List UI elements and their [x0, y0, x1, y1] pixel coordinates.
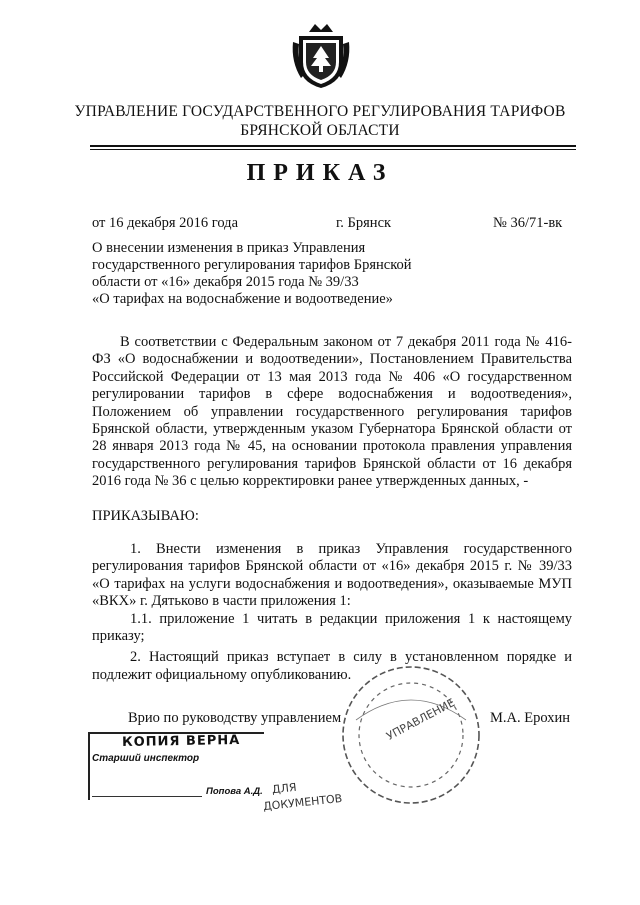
preamble-paragraph: В соответствии с Федеральным законом от 7 декабря 2011 года № 416-ФЗ «О водоснабжении и водоотведении», Постановлением Правительства Российской Федерации от 13 мая 2013 года № 406 «О государственном регулировании тарифов в сфере водоснабжения и водоотведения», Положением об управлении государственного регулирования тарифов Брянской области, утвержденным указом Губернатора Брянской области от 28 января 2013 года № 45, на основании протокола правления управления государственного регулирования тарифов Брянской области от 16 декабря 2016 года № 36 с целью корректировки ранее утвержденных данных, - [92, 334, 572, 490]
order-item-1-1: 1.1. приложение 1 читать в редакции приложения 1 к настоящему приказу; [92, 610, 572, 645]
order-items [92, 541, 572, 684]
subject-line: «О тарифах на водоснабжение и водоотведение» [92, 291, 393, 307]
header-divider-thin [90, 149, 576, 150]
document-subject [92, 240, 432, 308]
seal-text-line1: ДЛЯ [271, 780, 298, 797]
order-item-2: 2. Настоящий приказ вступает в силу в установленном порядке и подлежит официальному опубликованию. [92, 649, 572, 683]
signature-line [92, 796, 202, 797]
official-seal-icon [336, 660, 486, 810]
organization-name-line2: БРЯНСКОЙ ОБЛАСТИ [240, 122, 400, 139]
signatory-name: М.А. Ерохин [490, 710, 571, 726]
seal-top-text: УПРАВЛЕНИЕ [384, 696, 458, 743]
order-word: ПРИКАЗЫВАЮ: [92, 508, 199, 524]
subject-line: государственного регулирования тарифов Брянской [92, 257, 412, 273]
signatory-title: Врио по руководству управлением [128, 710, 342, 726]
order-item-1: 1. Внести изменения в приказ Управления государственного регулирования тарифов Брянской области от «16» декабря 2015 г. № 39/33 «О тарифах на услуги водоснабжения и водоотведения», оказываемые МУП «ВКХ» г. Дятьково в части приложения 1: [92, 541, 572, 610]
document-title: ПРИКАЗ [246, 160, 394, 186]
copy-certifier-role: Старший инспектор [92, 753, 200, 764]
organization-name-line1: УПРАВЛЕНИЕ ГОСУДАРСТВЕННОГО РЕГУЛИРОВАНИЯ ТАРИФОВ [74, 103, 566, 120]
document-date: от 16 декабря 2016 года [92, 215, 238, 231]
copy-certified-label: КОПИЯ ВЕРНА [121, 732, 241, 751]
copy-certified-stamp [88, 732, 264, 800]
coat-of-arms-icon [291, 22, 351, 90]
copy-certifier-name: Попова А.Д. [206, 786, 263, 797]
document-city: г. Брянск [336, 215, 392, 231]
seal-text-line2: ДОКУМЕНТОВ [262, 791, 343, 814]
document-number: № 36/71-вк [493, 215, 563, 231]
header-divider-thick [90, 145, 576, 147]
subject-line: О внесении изменения в приказ Управления [92, 240, 366, 256]
preamble [92, 334, 572, 491]
subject-line: области от «16» декабря 2015 года № 39/33 [92, 274, 359, 290]
